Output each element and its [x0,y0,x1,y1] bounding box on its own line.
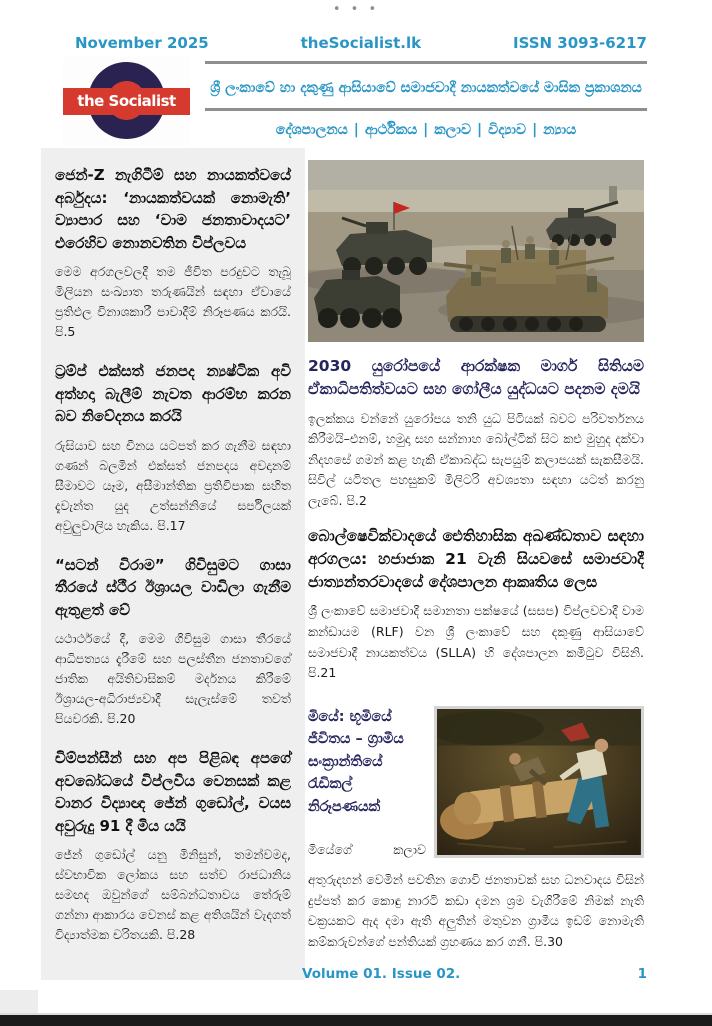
feature-body-text: අතුරුදහන් වෙමින් පවතින ගොවි ජනතාවක් සහ ධනවාදය විසින් දුප්පත් කර කොඳු නාරටි කඩා දමන ශ්‍රම වැගිරීමේ නිමක් නැති චක්‍රයකට ඇද දමා ඇති අලුතින් මතුවන ග්‍රාමීය ඉඩම් නොමැති කම්කරුවන්ගේ පන්තියක් ග්‍රහණය කර ගනී. [308,871,644,949]
millet-painting-image [434,706,644,858]
page-ref: පි.2 [346,493,367,508]
page-ref: පි.17 [157,517,186,533]
article-excerpt [55,262,291,342]
article-title: ජෙන්-Z නැගිටීම් සහ නායකත්වයේ අර්බුදය: ‘නායකත්වයක් නොමැති’ ව්‍යාපාර සහ ‘වාම ජනතාවාදයට’ එරෙහිව නොනවතින විප්ලවය [55,166,291,252]
page-ref: පි.28 [166,927,196,942]
feature-lead-text: මියේගේ කලාව [308,841,426,857]
viewer-bottom-bar [0,1013,712,1026]
window-dots-menu[interactable]: • • • [332,2,380,17]
right-column [308,160,644,982]
volume-issue-label: Volume 01. Issue 02. [302,966,461,982]
nav-item-science[interactable]: විද්‍යාව [488,122,527,138]
header-rule-bottom [205,108,647,111]
site-link[interactable]: theSocialist.lk [300,34,422,52]
page-ref: පි.5 [55,324,76,339]
article-excerpt [55,436,291,536]
page-ref: පි.21 [308,665,337,681]
page-ref: පි.30 [534,933,564,949]
article-bolshevism [308,525,644,684]
masthead-tagline: ශ්‍රී ලංකාවේ හා දකුණු ආසියාවේ සමාජවාදී නායකත්වයේ මාසික ප්‍රකාශනය [210,80,642,96]
excerpt-text: මෙම අරගලවලදී තම ජීවිත පරදුවට තැබූ මිලියන සංඛ්‍යාත තරුණයින් සඳහා ඒවායේ ප්‍රතිඵල විනාශකාරී පාවාදීම් නිරූපණය කරයි. [55,264,291,319]
logo-wordmark: the Socialist [63,88,190,115]
article-genz-uprisings [55,164,291,342]
nav-separator: | [532,122,538,138]
left-article-panel [41,148,305,980]
article-title: “සටන් විරාම” ගිවිසුමට ගාසා තීරයේ ස්ථීර ඊශ්‍රායල වාඩිලා ගැනීම ඇතුළත් වේ [55,555,291,619]
military-exercise-photo [308,160,644,342]
nav-separator: | [477,122,483,138]
article-title: චිම්පන්සීන් සහ අප පිළිබඳ අපගේ අවබෝධයේ විප්ලවීය වෙනසක් කළ වානර විද්‍යාඥ ජේන් ගුඩෝල්, වයස අවුරුදු 91 දී මිය යයි [55,749,291,835]
page-number: 1 [637,966,647,982]
article-europe-2030 [308,355,644,512]
article-title: ට්‍රම්ප් එක්සත් ජනපද න්‍යෂ්ටික අවි අත්හදා බැලීම් නැවත ආරම්භ කරන බව නිවේදනය කරයි [55,362,291,425]
section-nav [205,119,647,141]
nav-separator: | [353,122,359,138]
excerpt-text: ජේන් ගුඩෝල් යනු මිනිසුන්, තමන්වමද, ස්වභාවික ලෝකය සහ සත්ව රාජධානිය සමඟද ඔවුන්ගේ සම්බන්ධතාවය තේරුම් ගන්නා ආකාරය වෙනස් කළ අතිශයින් වැදගත් විද්‍යාත්මක චරිතයකි. [55,847,291,942]
nav-item-arts[interactable]: කලාව [434,122,472,138]
article-excerpt [55,845,291,945]
article-gaza-ceasefire [55,554,291,730]
masthead-row [75,33,647,53]
article-jane-goodall [55,747,291,945]
article-excerpt [308,409,644,512]
issn-number: ISSN 3093-6217 [512,34,647,52]
article-title: බොල්ෂෙවික්වාදයේ ඓතිහාසික අඛණ්ඩතාව සඳහා අරගලය: හජාජාක 21 වැනි සියවසේ සමාජවාදී ජාත්‍යන්තරවාදයේ දේශපාලන ආකෘතිය ලෙස [308,526,644,592]
excerpt-text: රුසියාව සහ චීනය යටපත් කර ගැනීම සඳහා ගණන් බලමින් එක්සත් ජනපදය අවදානම් සීමාවට යෑම, අසීමාන්තික ප්‍රතිවිපාක සහිත දැවැන්ත යුද උත්සන්නියේ සර්පිලයක් අවුලුවාලිය හැකිය. [55,437,291,533]
excerpt-text: යථාර්ථයේ දී, මෙම ගිවිසුම ගාසා තීරයේ ආධිපත්‍යය දැරීමේ සහ පලස්තීන ජනතාවගේ ජාතික අයිතිවාසිකම් මර්දනය කිරීමේ ඊශ්‍රායල-අධිරාජ්‍යවාදී සැලැස්මේ තවත් පියවරකි. [55,631,291,726]
article-title: 2030 යුරෝපයේ ආරක්ෂක මාර්ග සිතියම ඒකාධිපතිත්වයට සහ ගෝලීය යුද්ධයට පදනම දමයි [308,357,644,399]
feature-title: මියේ: භූමියේ ජීවිතය – ග්‍රාමීය සංක්‍රාන්තියේ රැඩිකල් නිරූපණයක් [308,708,404,815]
article-excerpt [308,601,644,684]
feature-millet [308,706,644,953]
article-excerpt [55,629,291,729]
logo [63,57,190,146]
nav-item-politics[interactable]: දේශපාලනය [275,122,348,138]
excerpt-text: ශ්‍රී ලංකාවේ සමාජවාදී සමානතා පක්ෂයේ (සසප) විප්ලවවාදී වාම කන්ඩායම (RLF) වන ශ්‍රී ලංකාවේ සහ දකුණු ආසියාවේ සමාජවාදී නායකත්වය (SLLA) හි දේශපාලන කමිටුව විසිනි. [308,603,644,660]
excerpt-text: ඉලක්කය වන්නේ යුරෝපය තනි යුධ පිටියක් බවට පරිවර්තනය කිරීමයි–එනම්, හමුදා සහ සන්නාහ බෝල්ටික් සිට කළු මුහුද දක්වා නිදහසේ ගමන් කළ හැකි ඒකාබද්ධ සැපයුම් කලාපයක් සැකසීමයි. සිවිල් යටිතල පහසුකම් මිලිටරි අවශ්‍යතා සඳහා යටත් කරනු ලැබේ. [308,410,644,508]
page-ref: පි.20 [107,711,136,726]
feature-body [308,870,644,953]
nav-item-economy[interactable]: ආර්ථිකය [364,122,418,138]
article-trump-nuclear-tests [55,360,291,536]
header-rule-top [205,61,647,64]
nav-separator: | [423,122,429,138]
nav-item-theory[interactable]: න්‍යාය [543,122,577,138]
issue-date: November 2025 [75,34,209,52]
